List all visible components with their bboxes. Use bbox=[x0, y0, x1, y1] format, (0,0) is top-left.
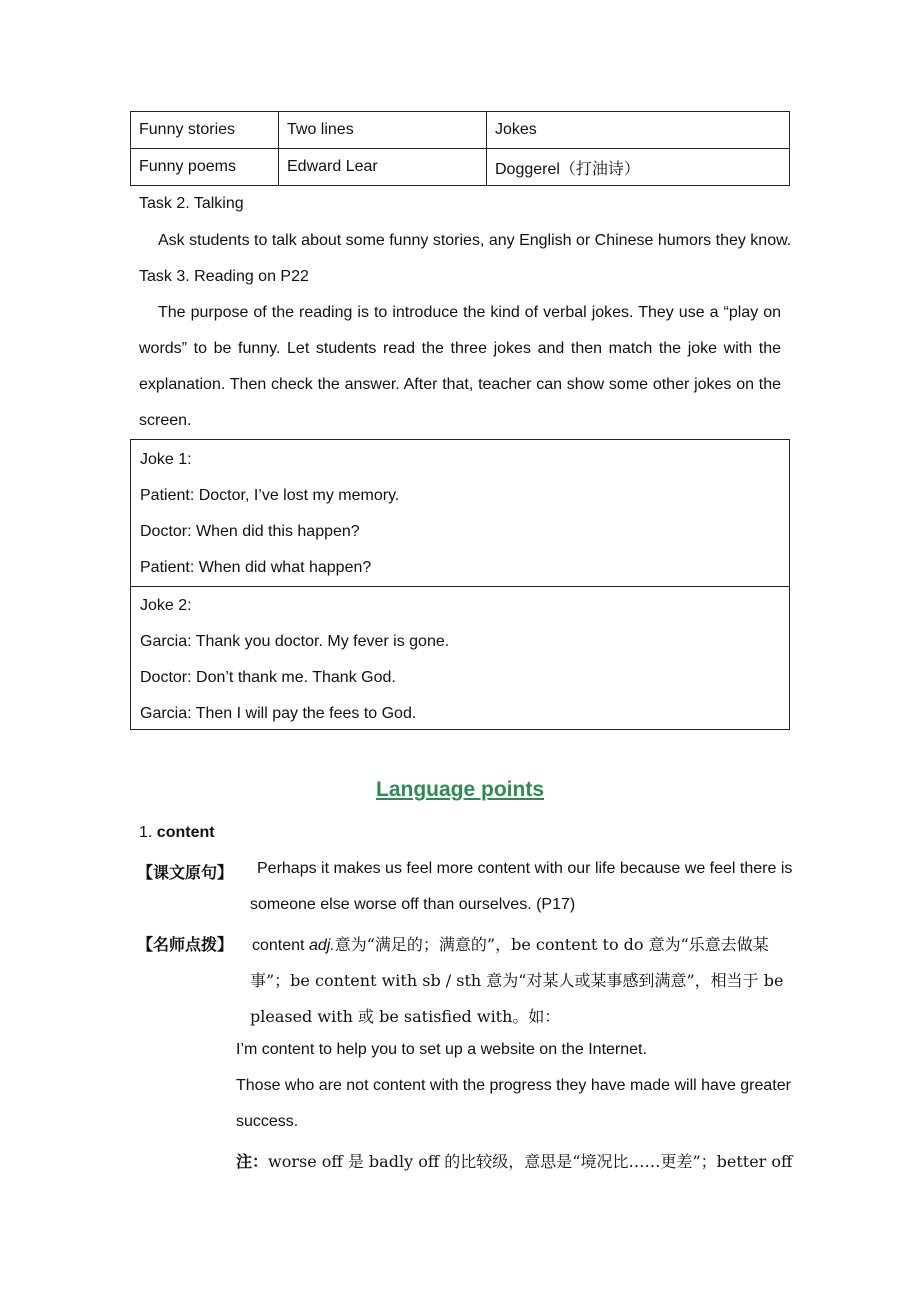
joke-line: Garcia: Thank you doctor. My fever is gone. bbox=[140, 633, 450, 650]
example-sentence: success. bbox=[236, 1113, 299, 1130]
paragraph-line: words” to be funny. Let students read the three jokes and then match the joke with the bbox=[139, 340, 781, 357]
paragraph-line: The purpose of the reading is to introduce the kind of verbal jokes. They use a “play on bbox=[158, 304, 781, 321]
joke-line: Patient: Doctor, I’ve lost my memory. bbox=[140, 487, 400, 504]
section-heading: Language points bbox=[376, 778, 544, 801]
topic-table bbox=[130, 111, 790, 186]
item-number: 1. bbox=[139, 824, 153, 841]
task3-title: Task 3. Reading on P22 bbox=[139, 268, 309, 285]
example-sentence: Those who are not content with the progress they have made will have greater bbox=[236, 1077, 791, 1094]
table-row bbox=[131, 112, 790, 149]
example-sentence: I’m content to help you to set up a website on the Internet. bbox=[236, 1041, 647, 1058]
note-label: 注： bbox=[236, 1152, 269, 1171]
teacher-label: 【名师点拨】 bbox=[137, 935, 234, 954]
jokes-box bbox=[130, 439, 790, 730]
joke-line: Garcia: Then I will pay the fees to God. bbox=[140, 705, 417, 722]
teacher-line: 事”；be content with sb / sth 意为“对某人或某事感到满意”，相当于 be bbox=[250, 971, 784, 990]
table-cell: Two lines bbox=[279, 112, 487, 149]
table-cell: Funny poems bbox=[131, 149, 279, 186]
joke-1 bbox=[131, 440, 789, 586]
joke-line: Doctor: Don’t thank me. Thank God. bbox=[140, 669, 396, 686]
teacher-line: pleased with 或 be satisfied with。如： bbox=[250, 1007, 561, 1026]
joke-2 bbox=[131, 586, 789, 732]
teacher-text: 意为“满足的；满意的”，be content to do 意为“乐意去做某 bbox=[334, 935, 769, 954]
table-cell: Doggerel（打油诗） bbox=[487, 149, 790, 186]
original-label: 【课文原句】 bbox=[137, 863, 234, 882]
paragraph-line: screen. bbox=[139, 412, 192, 429]
item-title bbox=[139, 824, 215, 842]
note-text: worse off 是 badly off 的比较级，意思是“境况比……更差”；better off bbox=[268, 1152, 793, 1171]
joke-line: Doctor: When did this happen? bbox=[140, 523, 360, 540]
table-cell: Jokes bbox=[487, 112, 790, 149]
task3-paragraph bbox=[139, 295, 781, 439]
joke-line: Joke 1: bbox=[140, 451, 192, 468]
task2-body: Ask students to talk about some funny stories, any English or Chinese humors they know. bbox=[158, 232, 792, 249]
paragraph-line: explanation. Then check the answer. After that, teacher can show some other jokes on the bbox=[139, 376, 781, 393]
part-of-speech: adj. bbox=[308, 937, 335, 954]
original-line: someone else worse off than ourselves. (P17) bbox=[250, 896, 576, 913]
table-cell: Edward Lear bbox=[279, 149, 487, 186]
table-cell: Funny stories bbox=[131, 112, 279, 149]
teacher-word: content bbox=[252, 937, 309, 954]
teacher-line bbox=[252, 932, 769, 955]
joke-line: Patient: When did what happen? bbox=[140, 559, 372, 576]
table-row bbox=[131, 149, 790, 186]
joke-line: Joke 2: bbox=[140, 597, 192, 614]
task2-title: Task 2. Talking bbox=[139, 195, 244, 212]
original-line: Perhaps it makes us feel more content with our life because we feel there is bbox=[257, 860, 793, 877]
item-word: content bbox=[156, 824, 215, 841]
note-line bbox=[236, 1149, 792, 1172]
